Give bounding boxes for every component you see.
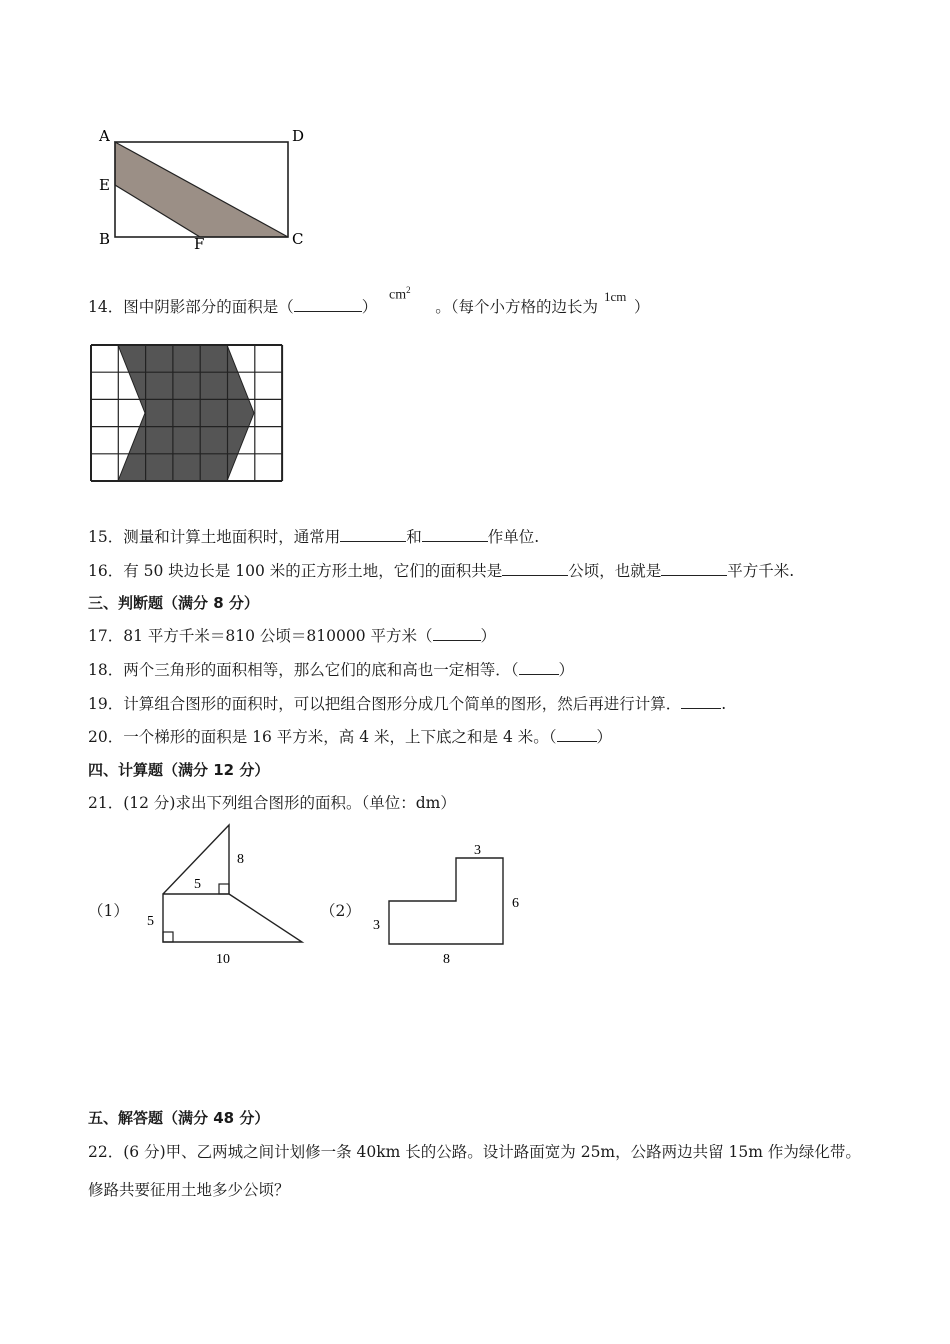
q22-number: 22． <box>88 1143 124 1161</box>
fig2-outline <box>389 858 503 944</box>
q14-text-before: 图中阴影部分的面积是（ <box>123 298 294 316</box>
fig1-label-5-side: 5 <box>147 914 154 929</box>
q15-number: 15． <box>88 528 124 546</box>
q21-fig2-index: （2） <box>320 902 361 920</box>
fig1-outline <box>163 825 302 942</box>
label-f: F <box>194 235 205 253</box>
q19-text: 计算组合图形的面积时，可以把组合图形分成几个简单的图形，然后再进行计算． <box>123 695 682 713</box>
rectangle-abcd-figure <box>90 120 320 255</box>
q14-answer-blank[interactable] <box>294 297 362 312</box>
question-15 <box>88 527 539 547</box>
q15-blank-1[interactable] <box>340 527 406 542</box>
q15-part1: 测量和计算土地面积时，通常用 <box>123 528 341 546</box>
q14-text-middle: 。（每个小方格的边长为 <box>435 298 599 316</box>
q16-blank-1[interactable] <box>502 561 568 576</box>
q17-text: 81 平方千米＝810 公顷＝810000 平方米（ <box>123 627 433 645</box>
q20-blank[interactable] <box>557 727 597 742</box>
fig2-label-3-top: 3 <box>474 843 481 858</box>
q19-blank[interactable] <box>681 694 721 709</box>
q16-part2: 公顷，也就是 <box>568 562 662 580</box>
q20-text: 一个梯形的面积是 16 平方米，高 4 米，上下底之和是 4 米。（ <box>123 728 557 746</box>
q14-paren-close: ） <box>361 298 378 316</box>
q18-text: 两个三角形的面积相等，那么它们的底和高也一定相等．（ <box>123 661 519 679</box>
label-a: A <box>99 127 110 145</box>
fig1-label-10: 10 <box>216 952 230 967</box>
q15-part3: 作单位. <box>487 528 540 546</box>
q21-figure-1 <box>140 818 320 973</box>
fig2-label-6: 6 <box>512 896 519 911</box>
question-22-line2: 修路共要征用土地多少公顷？ <box>88 1181 290 1199</box>
section-4-title: 四、计算题（满分 12 分） <box>88 761 270 779</box>
question-22 <box>88 1142 861 1162</box>
q15-part2: 和 <box>406 528 422 546</box>
question-18 <box>88 660 574 680</box>
question-21 <box>88 793 456 813</box>
q14-unit-exponent: 2 <box>406 285 411 295</box>
q16-blank-2[interactable] <box>661 561 727 576</box>
q16-part1: 有 50 块边长是 100 米的正方形土地，它们的面积共是 <box>123 562 503 580</box>
q16-number: 16． <box>88 562 124 580</box>
q14-text-end: ） <box>634 298 650 316</box>
q19-end: . <box>721 695 727 713</box>
q14-number: 14． <box>88 298 124 316</box>
question-19 <box>88 694 726 714</box>
q14-unit-cm: $cm^2$ <box>389 285 411 303</box>
q15-blank-2[interactable] <box>422 527 488 542</box>
q14-side-unit: 1cm <box>604 289 627 304</box>
question-14 <box>88 297 650 317</box>
section-5-title: 五、解答题（满分 48 分） <box>88 1109 270 1127</box>
q19-number: 19． <box>88 695 124 713</box>
question-16 <box>88 561 794 581</box>
fig2-label-3-left: 3 <box>373 918 380 933</box>
shaded-arrow <box>118 345 254 481</box>
label-b: B <box>99 230 111 248</box>
fig1-right-angle-top <box>219 884 229 894</box>
q21-text: (12 分)求出下列组合图形的面积。（单位：dm） <box>123 794 456 812</box>
fig1-right-angle-bottom <box>163 932 173 942</box>
fig1-label-8: 8 <box>237 852 244 867</box>
section-3-title: 三、判断题（满分 8 分） <box>88 594 259 612</box>
grid-arrow-figure <box>88 342 288 487</box>
q21-fig1-index: （1） <box>88 902 129 920</box>
q17-number: 17． <box>88 627 124 645</box>
question-20 <box>88 727 612 747</box>
q17-blank[interactable] <box>433 626 481 641</box>
q21-number: 21． <box>88 794 124 812</box>
q17-end: ） <box>480 627 497 645</box>
label-d: D <box>292 127 305 145</box>
fig2-label-8: 8 <box>443 952 450 967</box>
shaded-region <box>115 142 288 237</box>
q20-number: 20． <box>88 728 124 746</box>
q22-line1: (6 分)甲、乙两城之间计划修一条 40km 长的公路。设计路面宽为 25m，公路两边共留 15m 作为绿化带。 <box>123 1143 861 1161</box>
q18-number: 18． <box>88 661 124 679</box>
q16-part3: 平方千米. <box>727 562 795 580</box>
question-17 <box>88 626 496 646</box>
label-e: E <box>99 176 110 194</box>
q20-end: ） <box>596 728 613 746</box>
q18-end: ） <box>558 661 575 679</box>
q18-blank[interactable] <box>519 660 559 675</box>
q21-figure-2 <box>365 838 535 968</box>
label-c: C <box>292 230 304 248</box>
fig1-label-5-inner: 5 <box>194 877 201 892</box>
